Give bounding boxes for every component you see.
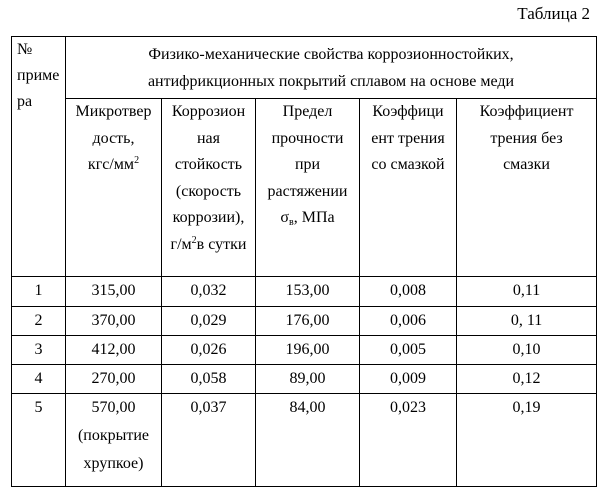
cell-corrosion: 0,058 <box>162 365 256 394</box>
header-microhardness <box>66 99 162 277</box>
cell-corrosion: 0,032 <box>162 277 256 307</box>
cell-strength: 84,00 <box>256 394 360 487</box>
cell-strength: 153,00 <box>256 277 360 307</box>
header-group-line: антифрикционных покрытий сплавом на основе меди <box>147 72 515 90</box>
header-unit: $г/м^2в$ сутки <box>170 234 247 253</box>
row-number: 5 <box>12 394 66 487</box>
header-line: смазки <box>503 156 550 173</box>
header-num-line: ра <box>17 93 33 110</box>
header-line: со смазкой <box>371 156 445 173</box>
cell-friction-lub: 0,009 <box>360 365 457 394</box>
cell-corrosion: 0,029 <box>162 307 256 336</box>
header-line: растяжении <box>267 182 348 200</box>
cell-friction-lub: 0,006 <box>360 307 457 336</box>
cell-strength: 176,00 <box>256 307 360 336</box>
row-number: 3 <box>12 336 66 365</box>
cell-corrosion: 0,026 <box>162 336 256 365</box>
header-tensile-strength <box>256 99 360 277</box>
header-num-line: № <box>17 41 33 58</box>
cell-strength: 89,00 <box>256 365 360 394</box>
cell-microhardness: 412,00 <box>66 336 162 365</box>
table-row <box>12 365 597 394</box>
table-row <box>12 336 597 365</box>
header-line: (скорость <box>175 182 242 200</box>
cell-friction-dry: 0,19 <box>457 394 597 487</box>
header-group-line: Физико-механические свойства коррозионностойких, <box>148 45 514 63</box>
header-line: Микротвер <box>75 103 152 120</box>
header-line: прочности <box>271 129 344 147</box>
header-line: Коррозион <box>171 103 246 120</box>
cell-strength: 196,00 <box>256 336 360 365</box>
header-friction-dry <box>457 99 597 277</box>
header-example-number <box>12 37 66 277</box>
header-line: коррозии), <box>172 209 245 226</box>
cell-microhardness: 570,00 (покрытие хрупкое) <box>66 394 162 487</box>
cell-friction-dry: 0,10 <box>457 336 597 365</box>
cell-friction-lub: 0,008 <box>360 277 457 307</box>
header-line: ная <box>196 129 221 147</box>
row-number: 4 <box>12 365 66 394</box>
table-row <box>12 277 597 307</box>
cell-microhardness: 270,00 <box>66 365 162 394</box>
header-line: ент трения <box>371 129 445 147</box>
table-caption: Таблица 2 <box>517 4 590 23</box>
header-line: Коэффици <box>372 103 444 120</box>
table-row <box>12 394 597 487</box>
cell-friction-dry: 0, 11 <box>457 307 597 336</box>
cell-microhardness: 370,00 <box>66 307 162 336</box>
header-line: дость, <box>92 129 135 147</box>
header-unit: кгс/$мм^2$ <box>87 155 140 173</box>
cell-corrosion: 0,037 <box>162 394 256 487</box>
row-number: 2 <box>12 307 66 336</box>
cell-friction-dry: 0,12 <box>457 365 597 394</box>
header-line: стойкость <box>174 156 243 173</box>
header-line: Предел <box>282 103 333 120</box>
row-number: 1 <box>12 277 66 307</box>
table-row <box>12 307 597 336</box>
cell-friction-lub: 0,023 <box>360 394 457 487</box>
cell-friction-lub: 0,005 <box>360 336 457 365</box>
properties-table <box>11 36 597 487</box>
header-group-title <box>66 37 597 99</box>
header-unit: $\sigma_в$, МПа <box>280 209 335 228</box>
header-friction-lubricated <box>360 99 457 277</box>
cell-friction-dry: 0,11 <box>457 277 597 307</box>
cell-microhardness: 315,00 <box>66 277 162 307</box>
header-num-line: приме <box>17 67 60 84</box>
header-line: Коэффициент <box>479 103 574 120</box>
header-line: трения без <box>490 129 563 147</box>
header-line: при <box>294 156 321 173</box>
header-corrosion-resistance <box>162 99 256 277</box>
